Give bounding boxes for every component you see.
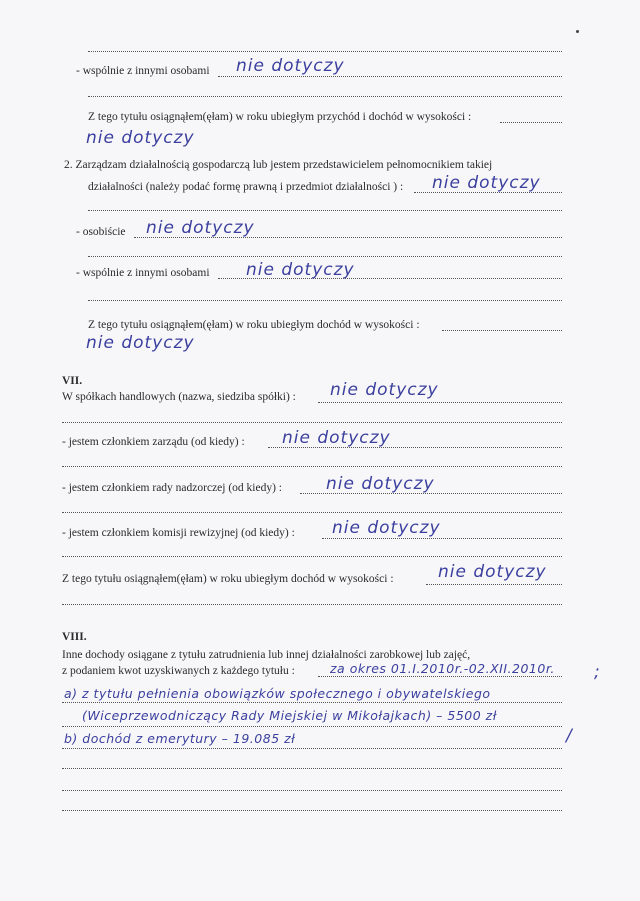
dotted-line	[88, 300, 562, 301]
dotted-line	[62, 726, 562, 727]
dotted-line	[318, 402, 562, 403]
handwritten-ztego-1: nie dotyczy	[86, 128, 195, 148]
label-spolki: W spółkach handlowych (nazwa, siedziba spółki) :	[62, 391, 296, 403]
dotted-line	[62, 790, 562, 791]
dotted-line	[322, 538, 562, 539]
label-osobiscie: - osobiście	[76, 226, 126, 238]
dotted-line	[62, 748, 562, 749]
dotted-line	[88, 256, 562, 257]
section-viii-heading: VIII.	[62, 631, 87, 643]
dotted-line	[62, 810, 562, 811]
label-zarzad: - jestem członkiem zarządu (od kiedy) :	[62, 436, 245, 448]
handwritten-komisja: nie dotyczy	[332, 518, 441, 538]
handwritten-mark: ;	[594, 662, 601, 682]
handwritten-item-2: nie dotyczy	[432, 173, 541, 193]
label-ztego-2: Z tego tytułu osiągnąłem(ęłam) w roku ubiegłym dochód w wysokości :	[88, 319, 420, 331]
handwritten-inne-4: b) dochód z emerytury – 19.085 zł	[64, 731, 296, 746]
dotted-line	[500, 122, 562, 123]
dotted-line	[62, 768, 562, 769]
handwritten-osobiscie: nie dotyczy	[146, 218, 255, 238]
handwritten-rada: nie dotyczy	[326, 474, 435, 494]
handwritten-inne-2: a) z tytułu pełnienia obowiązków społecznego i obywatelskiego	[64, 686, 491, 701]
handwritten-ztego-3: nie dotyczy	[438, 562, 547, 582]
scan-mark	[576, 30, 579, 33]
dotted-line	[318, 676, 562, 677]
handwritten-zarzad: nie dotyczy	[282, 428, 391, 448]
handwritten-inne-1: za okres 01.I.2010r.-02.XII.2010r.	[330, 661, 555, 676]
label-inne-a: Inne dochody osiągane z tytułu zatrudnienia lub innej działalności zarobkowej lub zajęć,	[62, 649, 471, 661]
handwritten-wspolnie-1: nie dotyczy	[236, 56, 345, 76]
section-vii-heading: VII.	[62, 375, 83, 387]
handwritten-ztego-2: nie dotyczy	[86, 333, 195, 353]
dotted-line	[62, 466, 562, 467]
dotted-line	[62, 422, 562, 423]
dotted-line	[88, 51, 562, 52]
label-rada: - jestem członkiem rady nadzorczej (od kiedy) :	[62, 482, 283, 494]
handwritten-mark: /	[566, 726, 573, 746]
label-ztego-3: Z tego tytułu osiągnąłem(ęłam) w roku ubiegłym dochód w wysokości :	[62, 573, 394, 585]
label-komisja: - jestem członkiem komisji rewizyjnej (od kiedy) :	[62, 527, 295, 539]
dotted-line	[62, 604, 562, 605]
dotted-line	[62, 556, 562, 557]
dotted-line	[62, 512, 562, 513]
handwritten-inne-3: (Wiceprzewodniczący Rady Miejskiej w Mikołajkach) – 5500 zł	[82, 708, 497, 723]
label-item-2b: działalności (należy podać formę prawną i przedmiot działalności ) :	[88, 181, 404, 193]
label-item-2a: 2. Zarządzam działalnością gospodarczą lub jestem przedstawicielem pełnomocnikiem takiej	[64, 159, 493, 171]
dotted-line	[88, 210, 562, 211]
dotted-line	[426, 584, 562, 585]
label-ztego-1: Z tego tytułu osiągnąłem(ęłam) w roku ubiegłym przychód i dochód w wysokości :	[88, 111, 472, 123]
dotted-line	[88, 96, 562, 97]
dotted-line	[62, 702, 562, 703]
label-inne-b: z podaniem kwot uzyskiwanych z każdego tytułu :	[62, 665, 295, 677]
label-wspolnie-2: - wspólnie z innymi osobami	[76, 267, 210, 279]
dotted-line	[442, 330, 562, 331]
dotted-line	[218, 76, 562, 77]
handwritten-wspolnie-2: nie dotyczy	[246, 260, 355, 280]
label-wspolnie-1: - wspólnie z innymi osobami	[76, 65, 210, 77]
handwritten-spolki: nie dotyczy	[330, 380, 439, 400]
